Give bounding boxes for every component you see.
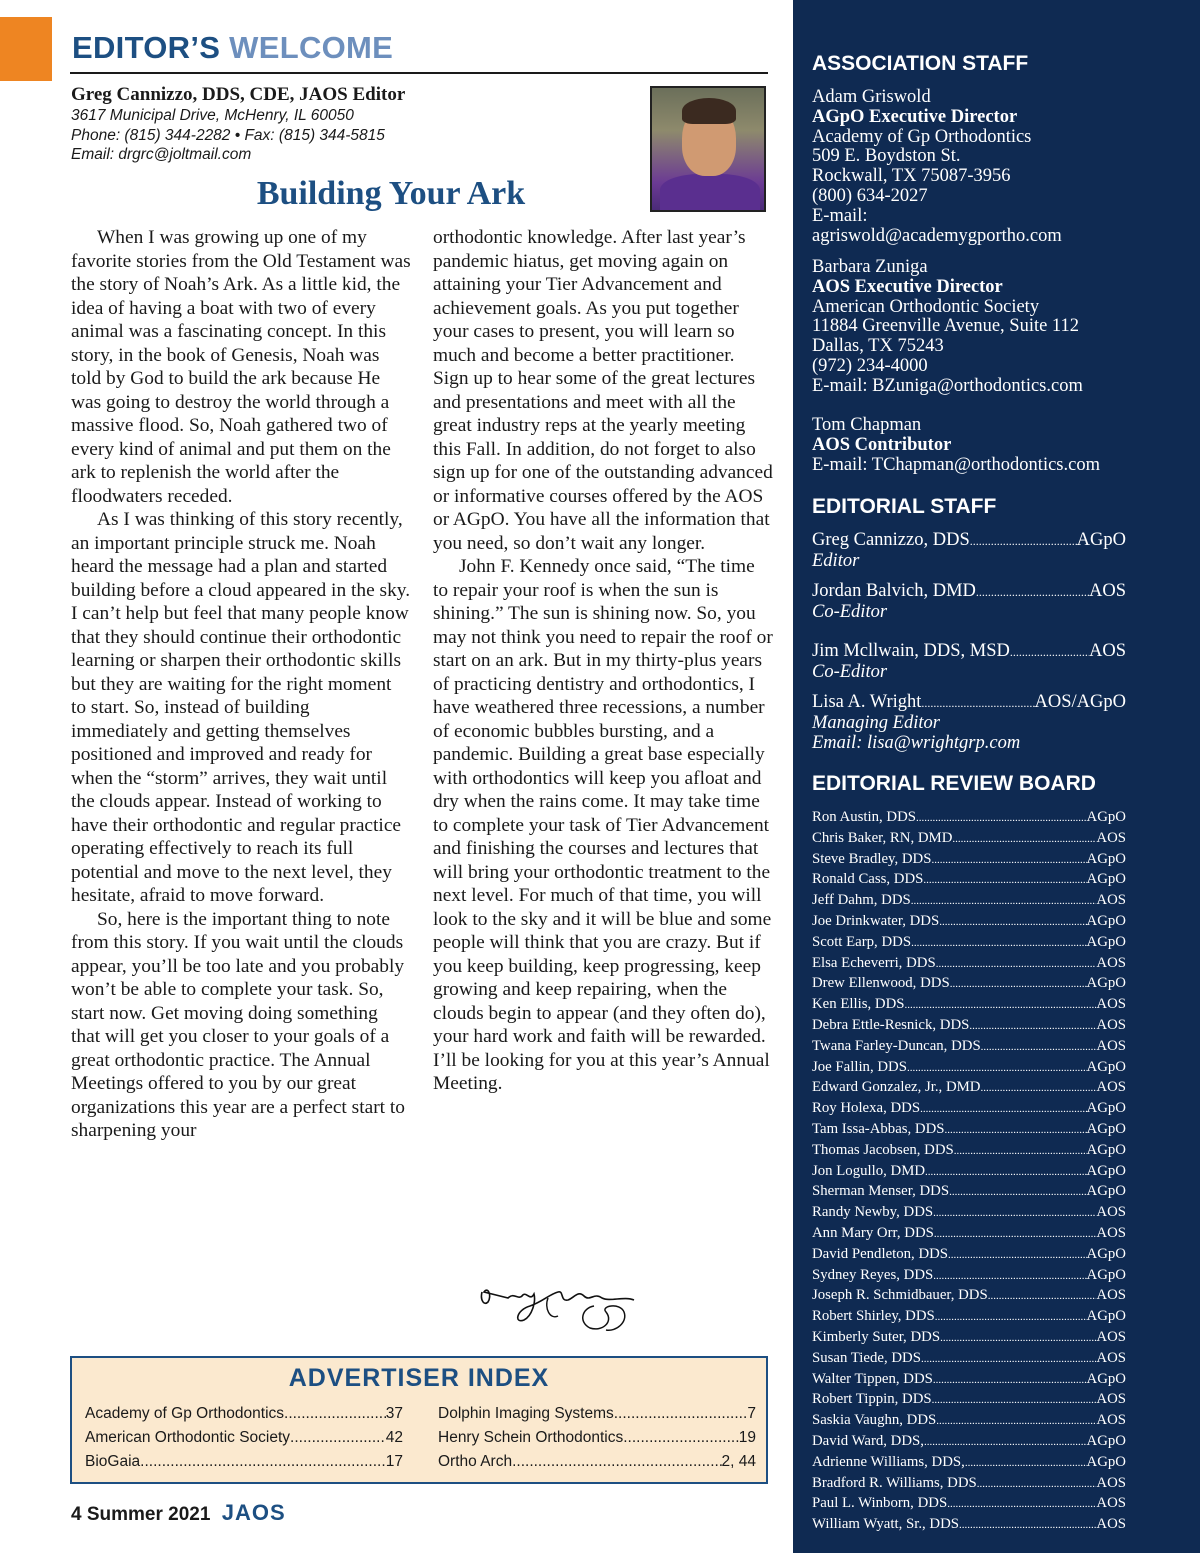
member-name: Ann Mary Orr, DDS bbox=[812, 1224, 934, 1241]
member-org: AOS bbox=[1096, 1412, 1126, 1429]
review-board-member bbox=[812, 829, 1126, 850]
member-org: AOS bbox=[1096, 1474, 1126, 1491]
review-board-member bbox=[812, 954, 1126, 975]
advertiser-index bbox=[70, 1356, 768, 1484]
advertiser-list-left bbox=[85, 1402, 403, 1474]
member-name: Sherman Menser, DDS bbox=[812, 1183, 950, 1200]
member-org: AGpO bbox=[1086, 1141, 1126, 1158]
review-board-member bbox=[812, 1141, 1126, 1162]
member-name: Edward Gonzalez, Jr., DMD bbox=[812, 1079, 981, 1096]
member-org: AOS bbox=[1096, 1495, 1126, 1512]
review-board-member bbox=[812, 974, 1126, 995]
member-org: AGpO bbox=[1086, 1183, 1126, 1200]
member-org: AOS bbox=[1096, 954, 1126, 971]
advertiser-entry: American Orthodontic Society ..... 42 bbox=[85, 1426, 403, 1450]
advertiser-list-right bbox=[438, 1402, 756, 1474]
member-name: Drew Ellenwood, DDS bbox=[812, 975, 950, 992]
member-org: AOS bbox=[1096, 892, 1126, 909]
review-board-member bbox=[812, 850, 1126, 871]
review-board-member bbox=[812, 808, 1126, 829]
review-board-member bbox=[812, 1494, 1126, 1515]
member-name: Bradford R. Williams, DDS bbox=[812, 1474, 977, 1491]
author-phone: Phone: (815) 344-2282 • Fax: (815) 344-5815 bbox=[71, 126, 385, 144]
review-board-member bbox=[812, 912, 1126, 933]
review-board-member bbox=[812, 891, 1126, 912]
member-org: AOS bbox=[1096, 1079, 1126, 1096]
review-board-member bbox=[812, 1328, 1126, 1349]
member-name: Walter Tippen, DDS bbox=[812, 1370, 933, 1387]
article-paragraph: John F. Kennedy once said, “The time to repair your roof is when the sun is shining.” The sun is shining now. So, you may not think you need to repair the roof or start on an ark. But in my thirty-plus years of practicing dentistry and orthodontics, I have weathered three recessions, a number of economic bubbles bursting, and a pandemic. Building a great base especially with orthodontics will keep you afloat and dry when the rains come. It may take time to complete your task of Tier Advancement and finishing the courses and lectures that will bring your orthodontic treatment to the next level. For much of that time, you will look to the sky and it will be blue and some people will think that you are crazy. But if you keep building, keep progressing, keep growing and keep repairing, when the clouds begin to appear (and they often do), your hard work and faith will be rewarded. I’ll be looking for you at this year’s Annual Meeting. bbox=[433, 556, 773, 1094]
article-paragraph: As I was thinking of this story recently, an important principle struck me. Noah heard the message had a plan and started building before a cloud appeared in the sky. I can’t help but feel that many people know that they should continue their orthodontic learning or sharpen their orthodontic skills but they are waiting for the right moment to start. So, instead of building immediately and getting themselves positioned and improved and ready for when the “storm” arrives, they wait until the clouds appear. Instead of working to have their orthodontic and regular practice operating effectively to reach its full potential and move to the next level, they hesitate, afraid to move forward. bbox=[71, 509, 411, 906]
editorial-entry: Jim Mcllwain, DDS, MSD ..... AOS Co-Editor bbox=[812, 642, 1192, 683]
advertiser-entry: BioGaia ..... 17 bbox=[85, 1450, 403, 1474]
member-name: Steve Bradley, DDS bbox=[812, 850, 932, 867]
member-name: Tam Issa-Abbas, DDS bbox=[812, 1120, 945, 1137]
review-board-member bbox=[812, 1037, 1126, 1058]
member-org: AOS bbox=[1096, 1037, 1126, 1054]
member-name: Robert Tippin, DDS bbox=[812, 1391, 932, 1408]
staff-contact: Adam Griswold AGpO Executive Director Academy of Gp Orthodontics 509 E. Boydston St. Rockwall, TX 75087-3956 (800) 634-2027 E-mail: agriswold@academygportho.com bbox=[812, 87, 1062, 246]
member-org: AOS bbox=[1096, 1016, 1126, 1033]
review-board-member bbox=[812, 1058, 1126, 1079]
advertiser-entry: Ortho Arch ..... 2, 44 bbox=[438, 1450, 756, 1474]
staff-sidebar bbox=[793, 0, 1200, 1553]
member-org: AOS bbox=[1096, 1224, 1126, 1241]
member-org: AOS bbox=[1096, 1204, 1126, 1221]
member-name: Saskia Vaughn, DDS bbox=[812, 1412, 937, 1429]
member-name: Randy Newby, DDS bbox=[812, 1204, 934, 1221]
review-board-member bbox=[812, 1390, 1126, 1411]
author-block bbox=[71, 84, 641, 165]
member-org: AOS bbox=[1096, 1516, 1126, 1533]
review-board-member bbox=[812, 1016, 1126, 1037]
member-org: AOS bbox=[1096, 829, 1126, 846]
review-board-member bbox=[812, 1182, 1126, 1203]
review-board-member bbox=[812, 1224, 1126, 1245]
section-heading bbox=[72, 30, 393, 66]
review-board-member bbox=[812, 1203, 1126, 1224]
member-name: Chris Baker, RN, DMD bbox=[812, 829, 953, 846]
member-org: AGpO bbox=[1086, 1058, 1126, 1075]
member-org: AGpO bbox=[1086, 1453, 1126, 1470]
member-org: AOS bbox=[1096, 1287, 1126, 1304]
member-name: Sydney Reyes, DDS bbox=[812, 1266, 934, 1283]
article-paragraph: So, here is the important thing to note from this story. If you wait until the clouds appear, you’ll be too late and you probably won’t be able to complete your task. So, start now. Get moving doing something that will get you closer to your goals of a great orthodontic practice. The Annual Meetings offered to you by our great organizations this year are a perfect start to sharpening your bbox=[71, 908, 405, 1141]
author-name: Greg Cannizzo, DDS, CDE, JAOS Editor bbox=[71, 84, 406, 105]
heading-divider bbox=[70, 72, 768, 74]
review-board-member bbox=[812, 870, 1126, 891]
review-board-member bbox=[812, 1474, 1126, 1495]
review-board-member bbox=[812, 933, 1126, 954]
review-board-member bbox=[812, 1286, 1126, 1307]
member-name: William Wyatt, Sr., DDS bbox=[812, 1516, 960, 1533]
review-board-heading: EDITORIAL REVIEW BOARD bbox=[812, 772, 1096, 795]
member-name: Joe Drinkwater, DDS bbox=[812, 912, 940, 929]
member-name: Jon Logullo, DMD bbox=[812, 1162, 926, 1179]
member-org: AOS bbox=[1096, 996, 1126, 1013]
advertiser-index-title: ADVERTISER INDEX bbox=[288, 1364, 550, 1392]
member-org: AGpO bbox=[1086, 1162, 1126, 1179]
member-name: Roy Holexa, DDS bbox=[812, 1100, 921, 1117]
member-org: AGpO bbox=[1086, 933, 1126, 950]
review-board-member bbox=[812, 1453, 1126, 1474]
member-org: AGpO bbox=[1086, 1308, 1126, 1325]
member-org: AOS bbox=[1096, 1328, 1126, 1345]
issue-label: Summer 2021 bbox=[86, 1504, 211, 1525]
review-board-member bbox=[812, 1411, 1126, 1432]
member-name: Twana Farley-Duncan, DDS bbox=[812, 1037, 981, 1054]
article-column-2 bbox=[433, 226, 773, 1096]
review-board-member bbox=[812, 1307, 1126, 1328]
review-board-member bbox=[812, 1370, 1126, 1391]
article-paragraph: When I was growing up one of my favorite stories from the Old Testament was the story of Noah’s Ark. As a little kid, the idea of having a boat with two of every animal was a fascinating concept. In this story, in the book of Genesis, Noah was told by God to build the ark because He was going to destroy the world through a massive flood. So, Noah gathered two of every kind of animal and put them on the ark to replenish the world after the floodwaters receded. bbox=[71, 227, 411, 507]
page-number: 4 bbox=[71, 1504, 82, 1525]
member-name: Debra Ettle-Resnick, DDS bbox=[812, 1016, 970, 1033]
member-org: AGpO bbox=[1086, 809, 1126, 825]
article-title: Building Your Ark bbox=[256, 175, 526, 212]
page-footer bbox=[71, 1500, 286, 1526]
review-board-member bbox=[812, 1078, 1126, 1099]
member-org: AOS bbox=[1096, 1391, 1126, 1408]
member-org: AOS bbox=[1096, 1349, 1126, 1366]
member-org: AGpO bbox=[1086, 975, 1126, 992]
member-org: AGpO bbox=[1086, 912, 1126, 929]
member-name: Thomas Jacobsen, DDS bbox=[812, 1141, 954, 1158]
editorial-entry: Greg Cannizzo, DDS ..... AGpO Editor bbox=[812, 531, 1192, 572]
member-org: AGpO bbox=[1086, 1100, 1126, 1117]
member-name: Adrienne Williams, DDS, bbox=[812, 1453, 965, 1470]
member-org: AGpO bbox=[1086, 1266, 1126, 1283]
member-name: David Pendleton, DDS bbox=[812, 1245, 949, 1262]
review-board-member bbox=[812, 1120, 1126, 1141]
editorial-entry: Jordan Balvich, DMD ..... AOS Co-Editor bbox=[812, 582, 1192, 623]
member-name: Ken Ellis, DDS bbox=[812, 996, 905, 1013]
section-heading-part1: EDITOR’S bbox=[72, 30, 221, 65]
review-board-member bbox=[812, 1515, 1126, 1536]
member-name: Kimberly Suter, DDS bbox=[812, 1328, 941, 1345]
member-name: Scott Earp, DDS bbox=[812, 933, 912, 950]
member-org: AGpO bbox=[1086, 1432, 1126, 1449]
review-board-member bbox=[812, 1099, 1126, 1120]
advertiser-entry: Academy of Gp Orthodontics ..... 37 bbox=[85, 1402, 403, 1426]
section-color-tab bbox=[0, 17, 52, 81]
member-name: Paul L. Winborn, DDS bbox=[812, 1495, 948, 1512]
review-board-member bbox=[812, 1245, 1126, 1266]
advertiser-entry: Dolphin Imaging Systems ..... 7 bbox=[438, 1402, 756, 1426]
member-name: Elsa Echeverri, DDS bbox=[812, 954, 936, 971]
member-name: Robert Shirley, DDS bbox=[812, 1308, 935, 1325]
member-name: Susan Tiede, DDS bbox=[812, 1349, 921, 1366]
author-address: 3617 Municipal Drive, McHenry, IL 60050 bbox=[71, 107, 354, 124]
staff-contact: Barbara Zuniga AOS Executive Director American Orthodontic Society 11884 Greenville Avenue, Suite 112 Dallas, TX 75243 (972) 234-4000 E-mail: BZuniga@orthodontics.com bbox=[812, 257, 1083, 396]
member-name: David Ward, DDS, bbox=[812, 1432, 924, 1449]
review-board-list bbox=[812, 808, 1126, 1536]
section-heading-part2: WELCOME bbox=[229, 30, 394, 65]
member-name: Ron Austin, DDS bbox=[812, 809, 917, 825]
staff-contact: Tom Chapman AOS Contributor E-mail: TChapman@orthodontics.com bbox=[812, 415, 1100, 475]
advertiser-entry: Henry Schein Orthodontics ..... 19 bbox=[438, 1426, 756, 1450]
member-name: Joe Fallin, DDS bbox=[812, 1058, 907, 1075]
journal-name: JAOS bbox=[221, 1500, 286, 1525]
editor-signature bbox=[474, 1272, 644, 1340]
member-name: Joseph R. Schmidbauer, DDS bbox=[812, 1287, 988, 1304]
member-org: AGpO bbox=[1086, 1120, 1126, 1137]
article-column-1 bbox=[71, 226, 411, 1143]
editorial-entry: Lisa A. Wright ..... AOS/AGpO Managing Editor Email: lisa@wrightgrp.com bbox=[812, 693, 1192, 753]
editorial-staff-heading: EDITORIAL STAFF bbox=[812, 495, 997, 518]
member-org: AGpO bbox=[1086, 1370, 1126, 1387]
article-paragraph: orthodontic knowledge. After last year’s pandemic hiatus, get moving again on attaining your Tier Advancement and achievement goals. As you put together your cases to present, you will learn so much and become a better practitioner. Sign up to hear some of the great lectures and presentations and meet with all the great industry reps at the yearly meeting this Fall. In addition, do not forget to also sign up for one of the outstanding advanced or informative courses offered by the AOS or AGpO. You have all the information that you need, so don’t wait any longer. bbox=[433, 227, 773, 554]
review-board-member bbox=[812, 995, 1126, 1016]
member-org: AGpO bbox=[1086, 1245, 1126, 1262]
member-name: Jeff Dahm, DDS bbox=[812, 892, 911, 909]
member-org: AGpO bbox=[1086, 871, 1126, 888]
member-name: Ronald Cass, DDS bbox=[812, 871, 924, 888]
author-email: Email: drgrc@joltmail.com bbox=[71, 146, 252, 163]
review-board-member bbox=[812, 1162, 1126, 1183]
member-org: AGpO bbox=[1086, 850, 1126, 867]
review-board-member bbox=[812, 1266, 1126, 1287]
review-board-member bbox=[812, 1349, 1126, 1370]
association-staff-heading: ASSOCIATION STAFF bbox=[812, 52, 1029, 75]
review-board-member bbox=[812, 1432, 1126, 1453]
